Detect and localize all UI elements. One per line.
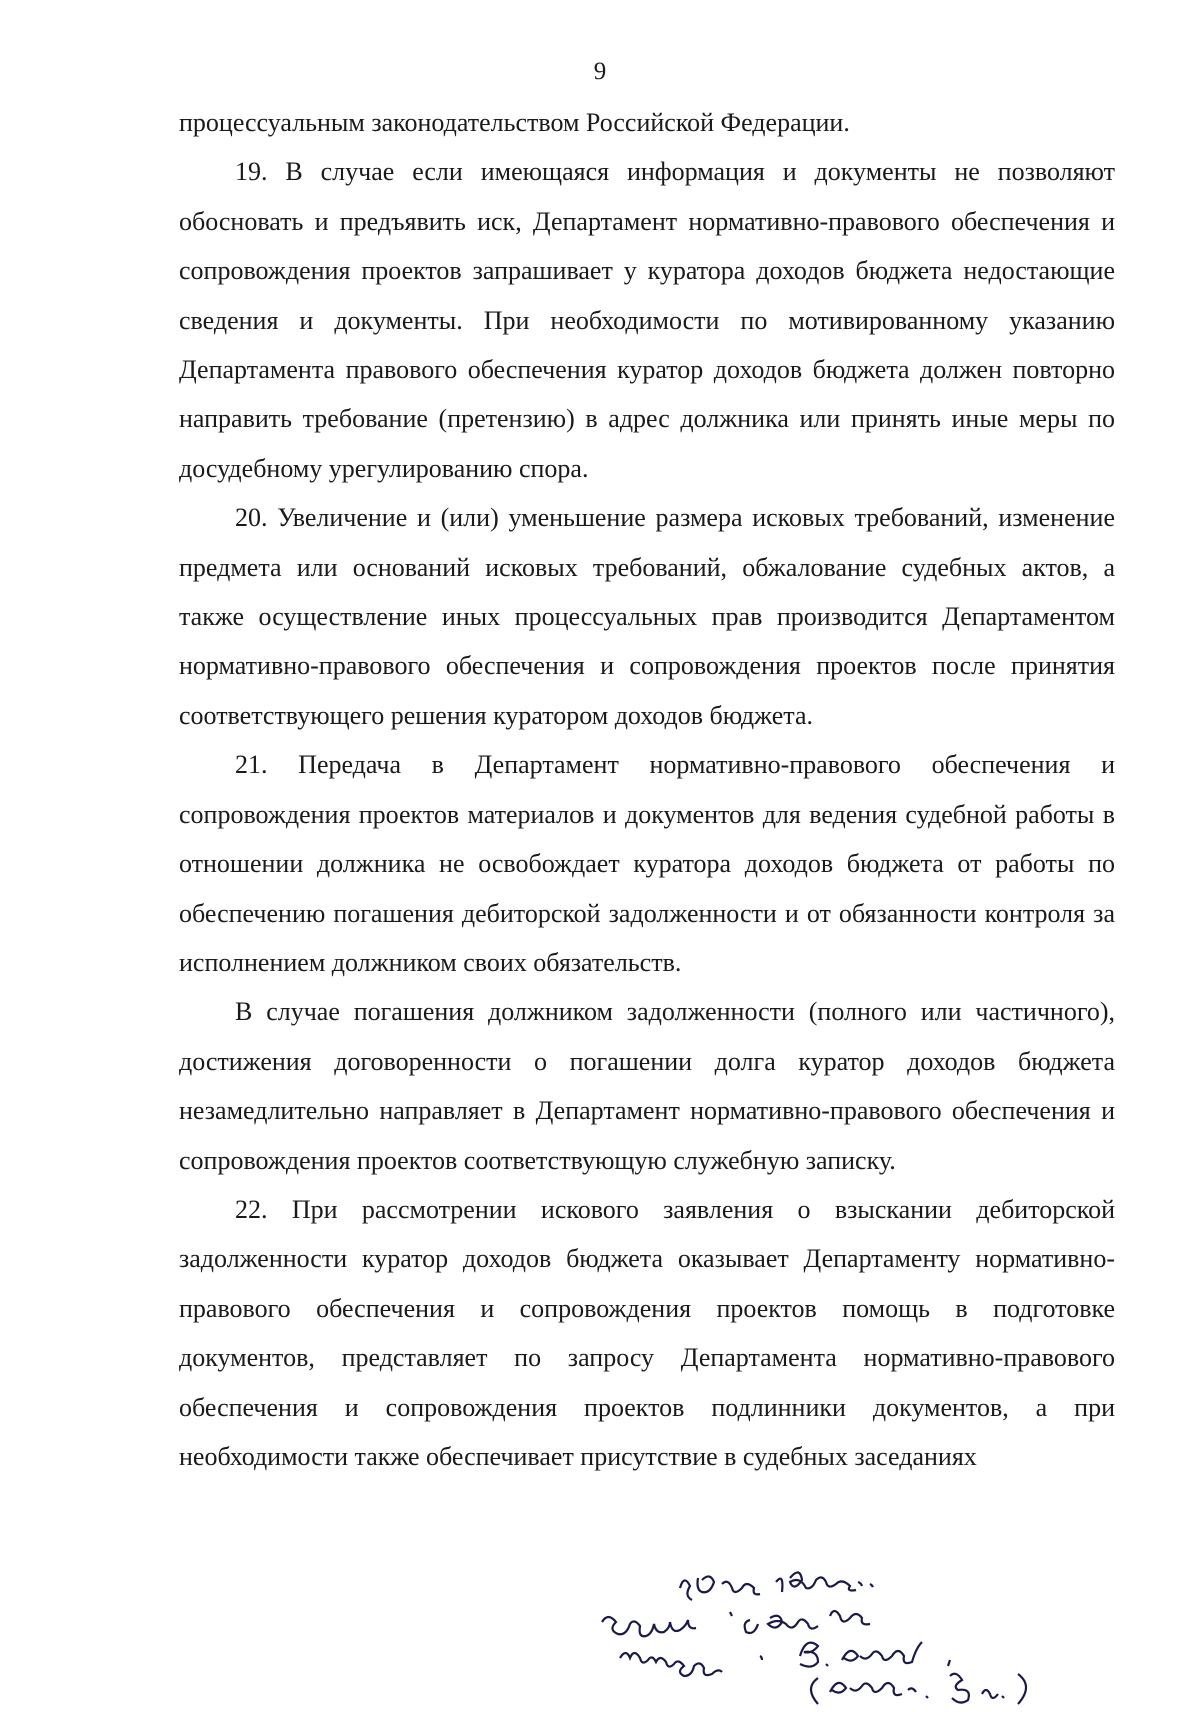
page-number: 9 — [593, 58, 607, 85]
paragraph-19: 19. В случае если имеющаяся информация и документы не позволяют обосновать и предъявить иск, Департамент нормативно-правового обеспечения и сопровождения проектов запрашивает у куратора доходов бюджета недостающие сведения и документы. При необходимости по мотивированному указанию Департамента правового обеспечения куратор доходов бюджета должен повторно направить требование (претензию) в адрес должника или принять иные меры по досудебному урегулированию спора. — [179, 157, 1115, 483]
document-body — [179, 98, 1115, 1481]
handwritten-certification — [590, 1560, 1170, 1710]
paragraph-continuation: процессуальным законодательством Российской Федерации. — [179, 108, 850, 137]
paragraph-21-continued: В случае погашения должником задолженности (полного или частичного), достижения договоренности о погашении долга куратор доходов бюджета незамедлительно направляет в Департамент нормативно-правового обеспечения и сопровождения проектов соответствующую служебную записку. — [179, 997, 1115, 1175]
handwritten-signature-image — [590, 1560, 1170, 1710]
paragraph-22: 22. При рассмотрении искового заявления о взыскании дебиторской задолженности куратор доходов бюджета оказывает Департаменту нормативно-правового обеспечения и сопровождения проектов помощь в подготовке документов, представляет по запросу Департамента нормативно-правового обеспечения и сопровождения проектов подлинники документов, а при необходимости также обеспечивает присутствие в судебных заседаниях — [179, 1194, 1115, 1471]
paragraph-20: 20. Увеличение и (или) уменьшение размера исковых требований, изменение предмета или оснований исковых требований, обжалование судебных актов, а также осуществление иных процессуальных прав производится Департаментом нормативно-правового обеспечения и сопровождения проектов после принятия соответствующего решения куратором доходов бюджета. — [179, 503, 1115, 730]
paragraph-21: 21. Передача в Департамент нормативно-правового обеспечения и сопровождения проектов материалов и документов для ведения судебной работы в отношении должника не освобождает куратора доходов бюджета от работы по обеспечению погашения дебиторской задолженности и от обязанности контроля за исполнением должником своих обязательств. — [179, 750, 1115, 977]
